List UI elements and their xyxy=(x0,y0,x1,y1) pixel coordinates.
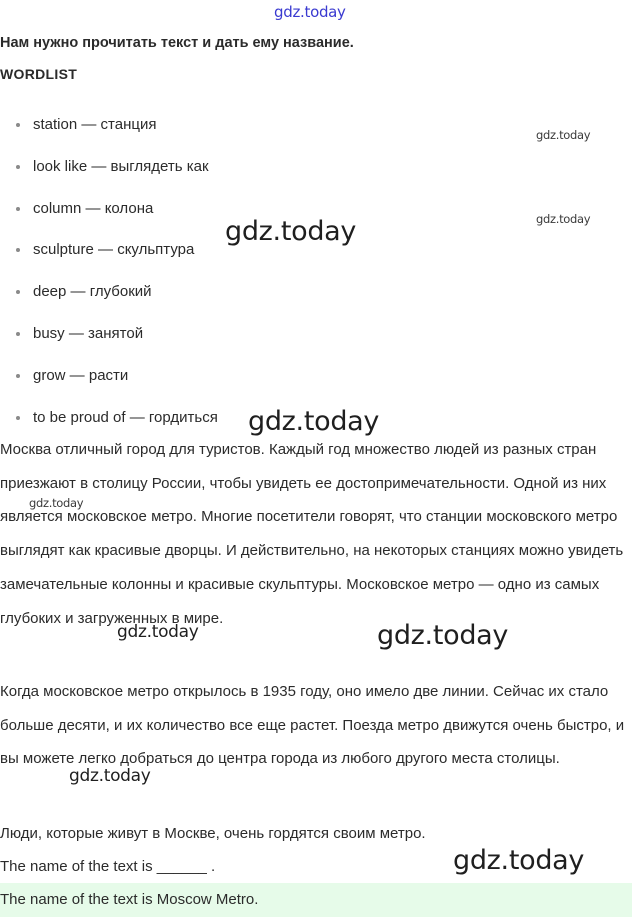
bullet-icon xyxy=(16,207,20,211)
bullet-icon xyxy=(16,374,20,378)
watermark: gdz.today xyxy=(536,212,591,226)
watermark: gdz.today xyxy=(453,845,585,876)
watermark: gdz.today xyxy=(225,216,357,247)
exercise-question: The name of the text is ______ . xyxy=(0,858,216,875)
watermark: gdz.today xyxy=(117,622,199,642)
bullet-icon xyxy=(16,123,20,127)
bullet-icon xyxy=(16,290,20,294)
task-instruction: Нам нужно прочитать текст и дать ему название. xyxy=(0,35,354,51)
text-paragraph-1: Москва отличный город для туристов. Каждый год множество людей из разных стран приезжают в столицу России, чтобы увидеть ее достопримечательности. Одной из них является московское метро. Многие посетители говорят, что станции московского метро выглядят как красивые дворцы. И действительно, на некоторых станциях можно увидеть замечательные колонны и красивые скульптуры. Московское метро — одно из самых глубоких и загруженных в мире. xyxy=(0,441,624,627)
bullet-icon xyxy=(16,248,20,252)
bullet-icon xyxy=(16,332,20,336)
wordlist-item: grow — расти xyxy=(0,361,218,403)
wordlist-title: WORDLIST xyxy=(0,66,78,82)
text-paragraph-3: Люди, которые живут в Москве, очень гордятся своим метро. xyxy=(0,825,426,842)
wordlist xyxy=(0,110,218,444)
bullet-icon xyxy=(16,416,20,420)
site-logo[interactable]: gdz.today xyxy=(274,3,346,21)
bullet-icon xyxy=(16,165,20,169)
text-paragraph-2: Когда московское метро открылось в 1935 году, оно имело две линии. Сейчас их стало больше десяти, и их количество все еще растет. Поезда метро движутся очень быстро, и вы можете легко добраться до центра города из любого другого места столицы. xyxy=(0,683,625,768)
exercise-answer: The name of the text is Moscow Metro. xyxy=(0,891,259,908)
wordlist-item: busy — занятой xyxy=(0,319,218,361)
wordlist-item: deep — глубокий xyxy=(0,277,218,319)
wordlist-item: column — колона xyxy=(0,194,218,236)
wordlist-item: sculpture — скульптура xyxy=(0,235,218,277)
watermark: gdz.today xyxy=(29,496,84,510)
watermark: gdz.today xyxy=(377,620,509,651)
watermark: gdz.today xyxy=(248,406,380,437)
wordlist-item: station — станция xyxy=(0,110,218,152)
answer-box xyxy=(0,883,632,917)
watermark: gdz.today xyxy=(69,766,151,786)
watermark: gdz.today xyxy=(536,128,591,142)
wordlist-item: look like — выглядеть как xyxy=(0,152,218,194)
wordlist-item: to be proud of — гордиться xyxy=(0,403,218,445)
